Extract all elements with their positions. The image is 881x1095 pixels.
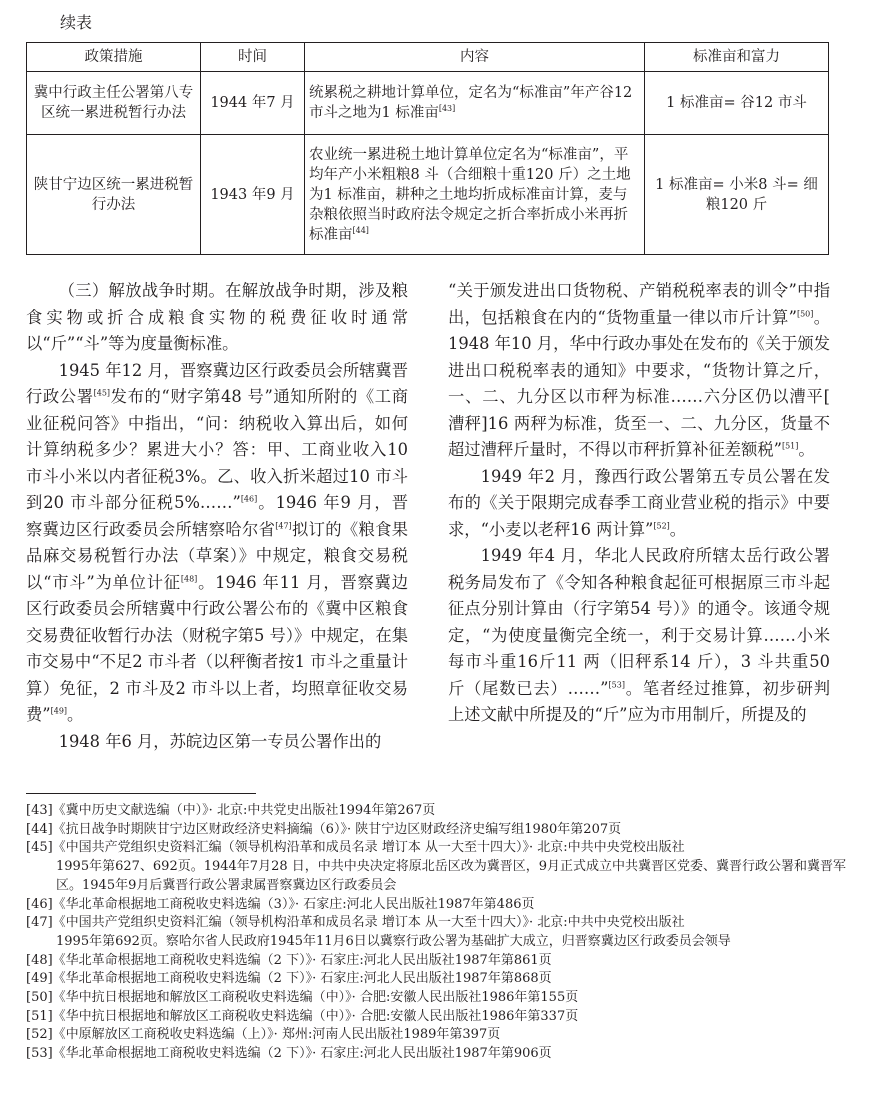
paragraph	[26, 358, 408, 729]
paragraph-text: 发布的“财字第48 号”通知所附的《工商业征税问答》中指出，“问：纳税收入算出后，如何计算纳税多少？累进大小？答：甲、工商业收入10 市斗小米以内者征税3%。乙、收入折米超过10 市斗到20 市斗部分征税5%……”	[26, 387, 408, 512]
standard-cell: 1 标准亩= 小米8 斗= 细粮120 斤	[645, 135, 829, 255]
paragraph	[26, 729, 408, 756]
content-cell	[305, 72, 645, 135]
footnote-text: [47]《中国共产党组织史资料汇编（领导机构沿革和成员名录 增订本 从一大至十四大）》· 北京:中共中央党校出版社	[26, 915, 685, 931]
footnote-text: [49]《华北革命根据地工商税收史料选编（2 下）》· 石家庄:河北人民出版社1987年第868页	[26, 971, 552, 987]
policy-table	[26, 42, 829, 255]
paragraph-text: 1949 年4 月，华北人民政府所辖太岳行政公署税务局发布了《令知各种粮食起征可根据原三市斗起征点分别计算由（行字第54 号）》的通令。该通令规定，“为使度量衡完全统一，利于交易计算……小米每市斗重16斤11 两（旧秤系14 斤），3 斗共重50 斤（尾数已去）……”	[448, 546, 830, 698]
table-header-cell: 时间	[201, 43, 305, 72]
paragraph-text: 。	[669, 519, 687, 539]
footnote-text: [45]《中国共产党组织史资料汇编（领导机构沿革和成员名录 增订本 从一大至十四大）》· 北京:中共中央党校出版社	[26, 840, 685, 856]
citation-ref: [49]	[50, 706, 68, 716]
footnote	[26, 989, 846, 1008]
time-cell: 1944 年7 月	[201, 72, 305, 135]
paragraph-text: 1949 年2 月，豫西行政公署第五专员公署在发布的《关于限期完成春季工商业营业税的指示》中要求，“小麦以老秤16 两计算”	[448, 466, 830, 539]
footnote	[26, 1008, 846, 1027]
footnote-divider	[26, 793, 256, 794]
citation-ref: [44]	[352, 225, 369, 235]
paragraph-text: 。1948 年10 月，华中行政办事处在发布的《关于颁发进出口税税率表的通知》中要求，“货物计算之斤，一、二、九分区以市秤为标准……六分区仍以漕平[ 漕秤]16 两秤为标准，货至一、二、九分区，货量不超过漕秤斤量时，不得以市秤折算补征差额税”	[448, 307, 830, 459]
paragraph-text: 。笔者经过推算，初步研判上述文献中所提及的“斤”应为市用制斤，所提及的	[448, 678, 830, 724]
footnotes	[26, 802, 846, 1064]
citation-ref: [50]	[796, 309, 814, 319]
table-header-cell: 标准亩和富力	[645, 43, 829, 72]
citation-ref: [51]	[781, 441, 799, 451]
footnote	[26, 952, 846, 971]
paragraph	[448, 543, 830, 729]
citation-ref: [52]	[653, 521, 670, 531]
citation-ref: [47]	[275, 521, 292, 531]
paragraph-text: “关于颁发进出口货物税、产销税税率表的训令”中指出，包括粮食在内的“货物重量一律以市斤计算”	[448, 281, 830, 327]
body-column-left	[26, 278, 408, 755]
paragraph-text: 。1946 年11 月，晋察冀边区行政委员会所辖冀中行政公署公布的《冀中区粮食交易费征收暂行办法（财税字第5 号）》中规定，在集市交易中“不足2 市斗者（以秤衡者按1 市斗之重量计算）免征，2 市斗及2 市斗以上者，均照章征收交易费”	[26, 572, 408, 724]
paragraph-text: 。	[67, 705, 84, 724]
policy-cell: 陕甘宁边区统一累进税暂行办法	[27, 135, 201, 255]
policy-cell: 冀中行政主任公署第八专区统一累进税暂行办法	[27, 72, 201, 135]
paragraph-text: 1948 年6 月，苏皖边区第一专员公署作出的	[58, 731, 382, 751]
content-cell	[305, 135, 645, 255]
body-column-right	[448, 278, 830, 729]
footnote	[26, 896, 846, 915]
paragraph	[448, 278, 830, 464]
paragraph-text: 。1946 年9 月，晋察冀边区行政委员会所辖察哈尔省	[26, 493, 408, 539]
table-row	[27, 135, 829, 255]
footnote-text: [53]《华北革命根据地工商税收史料选编（2 下）》· 石家庄:河北人民出版社1987年第906页	[26, 1046, 552, 1062]
paragraph-text: 。	[798, 440, 815, 459]
citation-ref: [45]	[93, 388, 111, 398]
continued-table-label: 续表	[60, 13, 93, 32]
table-header-cell: 内容	[305, 43, 645, 72]
paragraph-text: 1945 年12 月，晋察冀边区行政委员会所辖冀晋行政公署	[26, 360, 408, 406]
table-header-row	[27, 43, 829, 72]
paragraph	[448, 464, 830, 544]
footnote-text: [50]《华中抗日根据地和解放区工商税收史料选编（中）》· 合肥:安徽人民出版社1986年第155页	[26, 990, 579, 1006]
footnote	[26, 802, 846, 821]
table-row	[27, 72, 829, 135]
footnote	[26, 1026, 846, 1045]
content-text: 农业统一累进税土地计算单位定名为“标准亩”，平均年产小米粗粮8 斗（合细粮十重120 斤）之土地为1 标准亩，耕种之土地均折成标准亩计算，麦与杂粮依照当时政府法令规定之折合率折成小米再折标准亩	[309, 146, 631, 243]
footnote-continuation: 1995年第692页。察哈尔省人民政府1945年11月6日以冀察行政公署为基础扩大成立，归晋察冀边区行政委员会领导	[56, 933, 731, 949]
footnote-text: [46]《华北革命根据地工商税收史料选编（3）》· 石家庄:河北人民出版社1987年第486页	[26, 896, 535, 912]
paragraph-text: （三）解放战争时期。在解放战争时期，涉及粮食实物或折合成粮食实物的税费征收时通常以“斤”“斗”等为度量衡标准。	[26, 281, 408, 353]
footnote	[26, 821, 846, 840]
citation-ref: [48]	[180, 574, 198, 584]
footnote	[26, 839, 846, 895]
footnote-text: [43]《冀中历史文献选编（中）》· 北京:中共党史出版社1994年第267页	[26, 803, 436, 818]
standard-cell: 1 标准亩= 谷12 市斗	[645, 72, 829, 135]
footnote	[26, 1045, 846, 1064]
footnote-continuation: 1995年第627、692页。1944年7月28 日，中共中央决定将原北岳区改为冀晋区，9月正式成立中共冀晋区党委、冀晋行政公署和冀晋军区。1945年9月后冀晋行政公署隶属晋察冀边区行政委员会	[56, 859, 847, 893]
footnote-text: [44]《抗日战争时期陕甘宁边区财政经济史料摘编（6）》· 陕甘宁边区财政经济史编写组1980年第207页	[26, 821, 622, 837]
citation-ref: [46]	[240, 494, 258, 504]
time-cell: 1943 年9 月	[201, 135, 305, 255]
table-header-cell: 政策措施	[27, 43, 201, 72]
citation-ref: [53]	[608, 680, 625, 690]
footnote	[26, 914, 846, 951]
footnote-text: [48]《华北革命根据地工商税收史料选编（2 下）》· 石家庄:河北人民出版社1987年第861页	[26, 952, 552, 968]
footnote-text: [52]《中原解放区工商税收史料选编（上）》· 郑州:河南人民出版社1989年第397页	[26, 1027, 501, 1043]
paragraph	[26, 278, 408, 358]
paragraph-text: 拟订的《粮食果品麻交易税暂行办法（草案）》中规定，粮食交易税以“市斗”为单位计征	[26, 519, 408, 592]
content-text: 统累税之耕地计算单位，定名为“标准亩”年产谷12 市斗之地为1 标准亩	[309, 85, 633, 121]
footnote	[26, 970, 846, 989]
footnote-text: [51]《华中抗日根据地和解放区工商税收史料选编（中）》· 合肥:安徽人民出版社1986年第337页	[26, 1008, 579, 1024]
citation-ref: [43]	[438, 104, 456, 114]
